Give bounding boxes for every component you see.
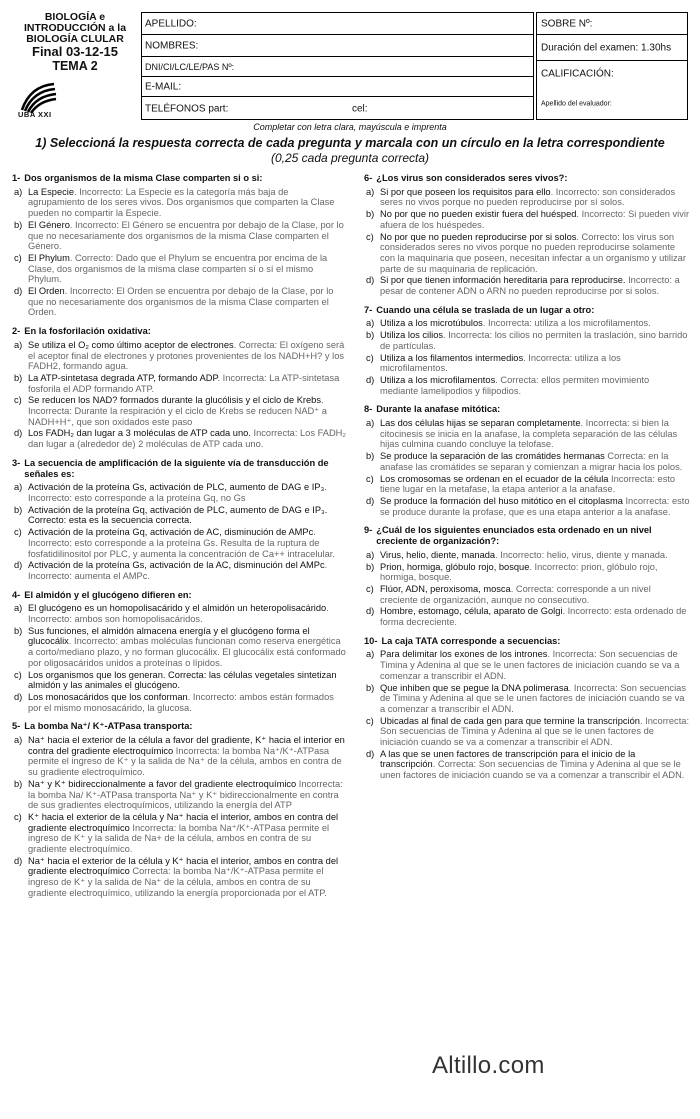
duracion-label: Duración del examen: 1.30hs <box>541 42 672 53</box>
exam-theme: TEMA 2 <box>52 59 98 73</box>
dni-field[interactable] <box>142 57 533 77</box>
option-body <box>28 253 346 285</box>
option-feedback: Incorrecta: Los FADH₂ dan lugar a (alrededor de) 2 moléculas de ATP cada uno. <box>28 428 346 450</box>
question-heading <box>12 721 346 732</box>
option-body <box>380 749 690 781</box>
answer-option[interactable] <box>12 253 346 285</box>
option-body <box>28 395 346 427</box>
option-feedback: . Incorrecto: El Orden se encuentra por debajo de la Clase, por lo que no necesariamente dos organismos de la misma Clase comparten el Orden. <box>28 286 334 318</box>
question <box>12 326 346 450</box>
question <box>12 590 346 714</box>
answer-option[interactable] <box>12 670 346 691</box>
option-answer: La ATP-sintetasa degrada ATP, formando ADP <box>28 372 218 383</box>
question-text: ¿Cuál de los siguientes enunciados esta ordenado en un nivel creciente de organización?: <box>376 525 652 547</box>
option-letter[interactable]: b) <box>14 625 23 636</box>
option-feedback: . Incorrecta: Durante la respiración y el ciclo de Krebs se reducen NAD⁺ a NADH+H⁺, que son oxidados este paso <box>28 395 327 427</box>
option-letter[interactable]: a) <box>14 339 23 350</box>
left-column <box>12 173 346 907</box>
option-body <box>28 340 346 372</box>
question-text: Dos organismos de la misma Clase comparten si o si: <box>24 173 263 183</box>
telefonos-label: TELÉFONOS part: <box>145 103 229 115</box>
question-text: ¿Los virus son considerados seres vivos?: <box>376 173 568 183</box>
option-body <box>380 562 690 583</box>
option-feedback: . Incorrecto: aumenta el AMPc. <box>28 560 328 581</box>
answer-option[interactable] <box>364 749 690 781</box>
answer-option[interactable] <box>12 812 346 855</box>
question-text: El almidón y el glucógeno difieren en: <box>24 589 192 600</box>
answer-option[interactable] <box>12 560 346 581</box>
answer-option[interactable] <box>364 375 690 396</box>
course-name-line-3: BIOLOGÍA CLULAR <box>26 33 124 45</box>
option-letter[interactable]: b) <box>366 561 375 572</box>
email-field[interactable] <box>142 77 533 97</box>
answer-option[interactable] <box>364 562 690 583</box>
option-answer: Los monosacáridos que los conforman <box>28 691 188 702</box>
option-feedback: . Incorrecta: Son secuencias de Timina y Adenina al que se le unen factores de iniciación cuando se va a comenzar a transcribir el ADN. <box>380 649 680 681</box>
option-feedback: . Incorrecta: Son secuencias de Timina y Adenina al que se le unen factores de iniciación cuando se va a comenzar a transcribir el ADN. <box>380 715 690 748</box>
option-letter[interactable]: b) <box>14 504 23 515</box>
option-letter[interactable]: c) <box>14 395 22 406</box>
option-body <box>28 482 346 503</box>
question-number: 1- <box>12 173 21 183</box>
question <box>12 173 346 318</box>
option-answer: Virus, helio, diente, manada <box>380 549 496 560</box>
option-feedback: . Incorrecta: Son secuencias de Timina y Adenina al que se le unen factores de iniciación cuando se va a comenzar a transcribir el ADN. <box>380 682 686 714</box>
answer-option[interactable] <box>364 187 690 208</box>
option-answer: A las que se unen factores de transcripción para el inicio de la transcripción <box>380 748 636 770</box>
question-heading <box>12 326 346 337</box>
option-body <box>380 232 690 275</box>
answer-option[interactable] <box>12 735 346 778</box>
question-text: Cuando una célula se traslada de un lugar a otro: <box>376 304 595 315</box>
option-answer: Activación de la proteína Gq, activación de PLC, aumento de DAG e IP₃. Correcto: esta es la secuencia correcta. <box>28 504 328 526</box>
option-feedback: . Incorrecto: son considerados seres no vivos porque no pueden reproducirse por sí solos. <box>380 186 676 208</box>
option-answer: Ubicadas al final de cada gen para que termine la transcripción <box>380 715 640 726</box>
calificacion-label: CALIFICACIÓN: <box>541 68 614 80</box>
answer-option[interactable] <box>364 716 690 748</box>
option-answer: Las dos células hijas se separan completamente <box>380 418 581 429</box>
option-answer: Los FADH₂ dan lugar a 3 moléculas de ATP cada uno. <box>28 428 251 439</box>
option-feedback: . Incorrecto: ambos son homopolisacáridos. <box>28 603 329 625</box>
answer-option[interactable] <box>12 692 346 713</box>
option-feedback: . Incorrecto: ambos están formados por el mismo monosacárido, la glucosa. <box>28 691 334 713</box>
question-text: La secuencia de amplificación de la siguiente vía de transducción de señales es: <box>24 457 329 479</box>
option-letter[interactable]: c) <box>14 527 22 538</box>
option-feedback: Incorrecta: esto se produce durante la profase, que es una etapa anterior a la anafase. <box>380 495 690 517</box>
question-text: En la fosforilación oxidativa: <box>24 326 151 337</box>
question-number: 10- <box>364 635 378 646</box>
answer-option[interactable] <box>364 318 690 329</box>
question <box>12 721 346 898</box>
question-heading <box>364 305 690 316</box>
option-answer: Na⁺ hacia el exterior de la célula a favor del gradiente, K⁺ hacia el interior en contra del gradiente electroquímico <box>28 735 345 756</box>
option-letter[interactable]: a) <box>366 418 375 429</box>
question-number: 2- <box>12 326 21 337</box>
option-answer: Na⁺ hacia el exterior de la célula y K⁺ hacia el interior, ambos en contra del gradiente electroquímico <box>28 855 339 877</box>
question <box>364 173 690 297</box>
option-letter[interactable]: a) <box>366 186 375 197</box>
answer-option[interactable] <box>12 395 346 427</box>
option-feedback: . Correcto: los virus son considerados seres no vivos porque no pueden reproducirse solamente con la maquinaria que poseen, necesitan infectar a un organismo y utilizar parte de su maquinaria de replicación. <box>380 231 686 274</box>
answer-option[interactable] <box>364 683 690 715</box>
option-answer: Se utiliza el O₂ como último aceptor de electrones <box>28 339 234 350</box>
answer-option[interactable] <box>364 649 690 681</box>
option-feedback: . Incorrecta: utiliza a los microfilamentos. <box>380 352 621 374</box>
option-body <box>380 318 690 329</box>
calificacion-field[interactable] <box>537 61 687 87</box>
option-letter[interactable]: d) <box>14 286 23 297</box>
answer-option[interactable] <box>364 232 690 275</box>
answer-option[interactable] <box>12 220 346 252</box>
question-heading <box>364 636 690 647</box>
watermark: Altillo.com <box>432 1052 545 1079</box>
option-feedback: . Incorrecta: La ATP-sintetasa fosforila el ADP formando ATP. <box>28 372 340 394</box>
option-answer: Los organismos que los generan. Correcta: las células vegetales sintetizan almidón y las animales el glucógeno. <box>28 669 337 691</box>
option-answer: La Especie <box>28 186 74 197</box>
option-answer: Los cromosomas se ordenan en el ecuador de la célula <box>380 473 609 484</box>
option-body <box>28 428 346 449</box>
option-letter[interactable]: a) <box>14 186 23 197</box>
option-body <box>28 187 346 219</box>
option-answer: Se produce la formación del huso mitótico en el citoplasma <box>380 495 623 506</box>
option-body <box>380 275 690 296</box>
option-feedback: Incorrecta: la bomba Na⁺/K⁺-ATPasa permite el ingreso de K⁺ y la salida de Na+ de la célula, ambos en contra de su gradiente electroquímico. <box>28 822 330 855</box>
question <box>364 305 690 397</box>
answer-option[interactable] <box>364 418 690 450</box>
option-letter[interactable]: a) <box>366 549 375 560</box>
option-body <box>28 670 346 691</box>
option-feedback: . Incorrecto: La Especie es la categoría más baja de agrupamiento de los seres vivos. Dos organismos que comparten la Clase pueden no compartir la Especie. <box>28 186 335 219</box>
option-letter[interactable]: d) <box>366 606 375 617</box>
option-letter[interactable]: d) <box>366 275 375 286</box>
option-letter[interactable]: b) <box>14 219 23 230</box>
option-body <box>28 735 346 778</box>
option-letter[interactable]: b) <box>14 778 23 789</box>
option-feedback: . Incorrecto: El Género se encuentra por debajo de la Clase, por lo que no necesariamente dos organismos de la misma Clase comparten el Género. <box>28 219 344 252</box>
option-body <box>380 683 690 715</box>
logo-caption: UBA XXI <box>18 110 52 119</box>
answer-option[interactable] <box>364 474 690 495</box>
nombres-field[interactable] <box>142 35 533 57</box>
answer-option[interactable] <box>364 451 690 472</box>
option-letter[interactable]: c) <box>366 231 374 242</box>
option-answer: El Género <box>28 219 70 230</box>
option-body <box>28 373 346 394</box>
question-text: La caja TATA corresponde a secuencias: <box>381 635 561 646</box>
apellido-label: APELLIDO: <box>145 18 197 29</box>
email-label: E-MAIL: <box>145 81 182 92</box>
option-answer: Hombre, estomago, célula, aparato de Golgi <box>380 606 563 617</box>
option-body <box>28 812 346 855</box>
option-body <box>380 716 690 748</box>
option-answer: Si por que tienen información hereditaria para reproducirse. <box>380 275 626 286</box>
option-body <box>28 286 346 318</box>
answer-option[interactable] <box>12 187 346 219</box>
option-feedback: . Correcta: El oxígeno será el aceptor final de electrones y protones provenientes de los NADH+H? y los FADH2, formando agua. <box>28 339 345 372</box>
option-answer: El Orden <box>28 286 65 297</box>
option-body <box>380 584 690 605</box>
option-body <box>28 856 346 899</box>
answer-option[interactable] <box>12 505 346 526</box>
sobre-label: SOBRE Nº: <box>541 18 593 29</box>
option-feedback: . Incorrecto: esto corresponde a la proteína Gs. Resulta de la ruptura de fosfatidilinositol por PLC, y aumenta la concentración de Ca++ intracelular. <box>28 527 335 559</box>
option-body <box>380 649 690 681</box>
answer-option[interactable] <box>12 779 346 811</box>
option-letter[interactable]: b) <box>366 330 375 341</box>
option-body <box>28 692 346 713</box>
dni-label: DNI/CI/LC/LE/PAS Nº: <box>145 61 235 72</box>
answer-option[interactable] <box>364 550 690 561</box>
option-feedback: . Incorrecto: esta ordenado de forma decreciente. <box>380 606 687 628</box>
answer-option[interactable] <box>364 584 690 605</box>
question-heading <box>364 525 690 546</box>
option-letter[interactable]: d) <box>366 374 375 385</box>
question-heading <box>12 173 346 184</box>
duracion-field <box>537 35 687 61</box>
instructions-title: 1) Seleccioná la respuesta correcta de cada pregunta y marcala con un círculo en la letra correspondiente <box>35 136 665 150</box>
option-feedback: Incorrecta: la bomba Na⁺/K⁺-ATPasa permite el ingreso de K⁺ y la salida de Na⁺ de la célula, ambos en contra de su gradiente electroquímico. <box>28 745 342 778</box>
option-answer: No por que no pueden reproducirse por si solos <box>380 231 577 242</box>
exam-header <box>10 12 688 120</box>
question <box>364 525 690 627</box>
option-answer: Para delimitar los exones de los intrones <box>380 649 548 660</box>
option-body <box>380 209 690 230</box>
question-text: La bomba Na⁺/ K⁺-ATPasa transporta: <box>24 721 193 732</box>
answer-option[interactable] <box>12 373 346 394</box>
option-body <box>380 353 690 374</box>
question-heading <box>364 404 690 415</box>
option-body <box>380 496 690 517</box>
option-feedback: . Correcta: Son secuencias de Timina y Adenina al que se le unen factores de iniciación cuando se va a comenzar a transcribir el ADN. <box>380 759 685 781</box>
option-feedback: . Incorrecta: si bien la citocinesis se inicia en la anafase, la completa separación de las células hijas culmina cuando concluye la telofase. <box>380 418 678 450</box>
option-feedback: Correcta: la bomba Na⁺/K⁺-ATPasa permite el ingreso de K⁺ y la salida de Na⁺ de la célula, ambos en contra de su gradiente electroquímico, utilizando la energía proporcionada por el ATP. <box>28 866 327 898</box>
option-answer: No por que no pueden existir fuera del huésped <box>380 209 577 220</box>
option-answer: Utiliza los cilios <box>380 330 444 341</box>
option-letter[interactable]: b) <box>366 451 375 462</box>
option-body <box>380 550 690 561</box>
option-answer: Activación de la proteína Gs, activación de la AC, disminución del AMPc <box>28 560 325 571</box>
course-name-line-2: INTRODUCCIÓN a la <box>23 22 127 34</box>
option-body <box>380 418 690 450</box>
option-answer: K⁺ hacia el exterior de la célula y Na⁺ hacia el interior, ambos en contra del gradiente electroquímico <box>28 811 339 833</box>
option-answer: Se produce la separación de las cromátides hermanas <box>380 451 605 462</box>
nombres-label: NOMBRES: <box>145 40 199 51</box>
sobre-field[interactable] <box>537 13 687 35</box>
option-answer: Utiliza a los filamentos intermedios <box>380 352 524 363</box>
option-answer: Si por que poseen los requisitos para ello <box>380 186 551 197</box>
option-answer: Se reducen los NAD? formados durante la glucólisis y el ciclo de Krebs <box>28 395 321 406</box>
question-number: 3- <box>12 457 21 468</box>
option-feedback: . Incorrecto: ambas moléculas funcionan como reserva energética a corto/mediano plazo, y no forman glucocálix. El glucocálix está conformado por oligosacáridos unidos a proteínas o lípidos. <box>28 636 346 668</box>
question-number: 5- <box>12 721 21 732</box>
question-number: 7- <box>364 304 373 315</box>
exam-date: Final 03-12-15 <box>32 44 118 59</box>
option-answer: Sus funciones, el almidón almacena energía y el glucógeno forma el glucocálix <box>28 625 310 647</box>
option-body <box>380 187 690 208</box>
option-letter[interactable]: a) <box>366 318 375 329</box>
option-feedback: . Incorrecta: utiliza a los microfilamentos. <box>482 318 651 329</box>
option-letter[interactable]: d) <box>14 691 23 702</box>
question <box>364 636 690 781</box>
option-letter[interactable]: c) <box>14 252 22 263</box>
answer-option[interactable] <box>364 209 690 230</box>
evaluador-label: Apellido del evaluador: <box>541 100 612 108</box>
evaluador-field[interactable] <box>537 87 687 121</box>
option-letter[interactable]: a) <box>14 735 23 746</box>
telefonos-field[interactable] <box>142 97 533 121</box>
instructions-subtitle: (0,25 cada pregunta correcta) <box>270 151 430 165</box>
course-name-line-1: BIOLOGÍA e <box>44 11 106 23</box>
option-body <box>380 451 690 472</box>
option-body <box>380 330 690 351</box>
answer-option[interactable] <box>364 330 690 351</box>
option-feedback: Incorrecto: a pesar de contener ADN o ARN no pueden reproducirse por si solos. <box>380 275 680 297</box>
option-body <box>28 505 346 526</box>
option-feedback: . Correcto: Dado que el Phylum se encuentra por encima de la Clase, dos organismos de la misma clase comparten sí o sí el mismo Phylum. <box>28 252 328 285</box>
option-letter[interactable]: b) <box>366 209 375 220</box>
option-answer: Que inhiben que se pegue la DNA polimerasa <box>380 682 569 693</box>
option-letter[interactable]: a) <box>366 649 375 660</box>
option-letter[interactable]: c) <box>14 669 22 680</box>
option-answer: Flúor, ADN, peroxisoma, mosca <box>380 583 511 594</box>
question-text: Durante la anafase mitótica: <box>376 404 501 415</box>
student-info-box <box>141 12 534 120</box>
answer-option[interactable] <box>364 275 690 296</box>
answer-option[interactable] <box>12 428 346 449</box>
question-number: 8- <box>364 404 373 415</box>
answer-option[interactable] <box>12 286 346 318</box>
option-letter[interactable]: d) <box>366 748 375 759</box>
option-letter[interactable]: c) <box>366 715 374 726</box>
option-body <box>28 626 346 669</box>
course-block <box>10 12 140 120</box>
apellido-field[interactable] <box>142 13 533 35</box>
option-feedback: . Incorrecto: esto corresponde a la proteína Gq, no Gs <box>28 482 327 503</box>
option-answer: Utiliza a los microfilamentos <box>380 374 496 385</box>
question-heading <box>12 458 346 479</box>
option-body <box>28 220 346 252</box>
option-feedback: . Incorrecto: prion, glóbulo rojo, hormiga, bosque. <box>380 561 658 583</box>
question-number: 9- <box>364 525 373 536</box>
option-body <box>380 606 690 627</box>
option-feedback: . Incorrecta: los cilios no permiten la traslación, sino barrido de partículas. <box>380 330 688 351</box>
answer-option[interactable] <box>12 527 346 559</box>
answer-option[interactable] <box>364 606 690 627</box>
option-letter[interactable]: c) <box>14 811 22 822</box>
answer-option[interactable] <box>12 482 346 503</box>
answer-option[interactable] <box>364 353 690 374</box>
question-heading <box>364 173 690 184</box>
option-body <box>28 560 346 581</box>
option-answer: El Phylum <box>28 252 70 263</box>
option-feedback: Incorrecta: la bomba Na/ K⁺-ATPasa transporta Na⁺ y K⁺ bidireccionalmente en contra de sus gradientes electroquímicos, utilizando la energía del ATP <box>28 778 343 811</box>
option-answer: Utiliza a los microtúbulos <box>380 318 483 329</box>
option-letter[interactable]: d) <box>14 855 23 866</box>
option-letter[interactable]: b) <box>14 372 23 383</box>
right-column <box>364 173 690 789</box>
option-answer: Activación de la proteína Gq, activación de AC, disminución de AMPc <box>28 527 314 538</box>
option-body <box>380 474 690 495</box>
option-answer: Prion, hormiga, glóbulo rojo, bosque <box>380 561 530 572</box>
option-letter[interactable]: b) <box>366 682 375 693</box>
answer-option[interactable] <box>12 603 346 624</box>
answer-option[interactable] <box>12 856 346 899</box>
option-letter[interactable]: d) <box>14 428 23 439</box>
answer-option[interactable] <box>364 496 690 517</box>
option-feedback: . Incorrecto: helio, virus, diente y manada. <box>495 549 668 560</box>
option-letter[interactable]: c) <box>366 473 374 484</box>
option-body <box>28 779 346 811</box>
question-heading <box>12 590 346 601</box>
option-letter[interactable]: d) <box>366 495 375 506</box>
question-number: 6- <box>364 173 373 183</box>
option-body <box>28 603 346 624</box>
option-body <box>28 527 346 559</box>
question-number: 4- <box>12 589 21 600</box>
option-feedback: . Incorrecto: Si pueden vivir afuera de los huéspedes. <box>380 209 690 230</box>
option-answer: Activación de la proteína Gs, activación de PLC, aumento de DAG e IP₃ <box>28 482 325 493</box>
option-feedback: . Correcta: corresponde a un nivel creciente de organización, aunque no consecutivo. <box>380 583 651 605</box>
question <box>364 404 690 517</box>
option-feedback: Incorrecta: esto tiene lugar en la metafase, la etapa anterior a la anafase. <box>380 473 676 495</box>
question <box>12 458 346 582</box>
cel-label: cel: <box>352 103 368 115</box>
option-letter[interactable]: a) <box>14 482 23 493</box>
grading-box <box>536 12 688 120</box>
option-answer: El glucógeno es un homopolisacárido y el almidón un heteropolisacárido <box>28 603 327 614</box>
option-body <box>380 375 690 396</box>
option-letter[interactable]: c) <box>366 583 374 594</box>
option-feedback: Correcta: en la anafase las cromátides se separan y comienzan a migrar hacia los polos. <box>380 451 683 472</box>
answer-option[interactable] <box>12 340 346 372</box>
option-feedback: . Correcta: ellos permiten movimiento mediante lamelipodios y filipodios. <box>380 374 650 396</box>
option-answer: Na⁺ y K⁺ bidireccionalmente a favor del gradiente electroquímico <box>28 778 297 789</box>
option-letter[interactable]: c) <box>366 352 374 363</box>
completion-note: Completar con letra clara, mayúscula e imprenta <box>253 122 447 132</box>
answer-option[interactable] <box>12 626 346 669</box>
option-letter[interactable]: a) <box>14 603 23 614</box>
option-letter[interactable]: d) <box>14 560 23 571</box>
